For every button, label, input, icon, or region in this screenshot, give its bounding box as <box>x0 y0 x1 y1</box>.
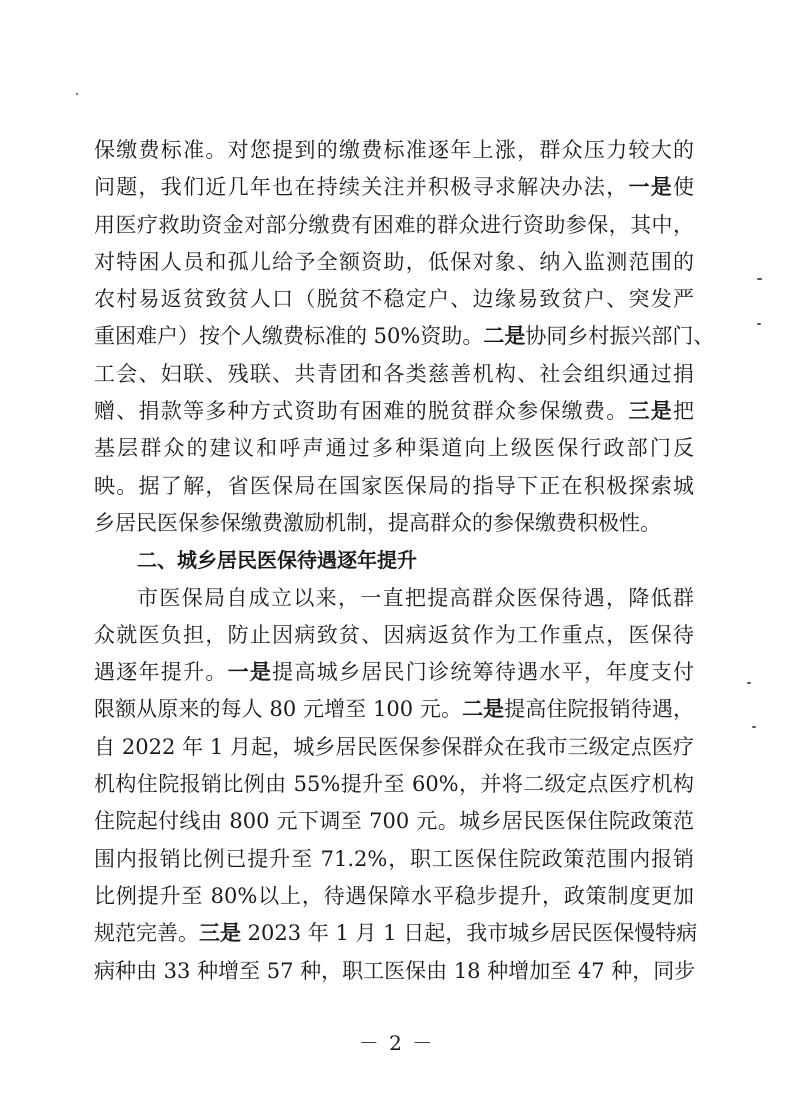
text-line <box>94 281 694 318</box>
text-segment: 限额从原来的每人 80 元增至 100 元。 <box>94 697 463 722</box>
text-line <box>94 430 694 467</box>
text-segment: 赠、捐款等多种方式资助有困难的脱贫群众参保缴费。 <box>94 399 629 424</box>
text-line <box>94 729 694 766</box>
text-segment: 映。据了解，省医保局在国家医保局的指导下正在积极探索城 <box>94 473 694 498</box>
text-segment: 重困难户）按个人缴费标准的 50%资助。 <box>94 324 484 349</box>
text-segment: 众就医负担，防止因病致贫、因病返贫作为工作重点，医保待 <box>94 622 694 647</box>
text-line <box>94 468 694 505</box>
text-segment: 围内报销比例已提升至 71.2%，职工医保住院政策范围内报销 <box>94 846 694 871</box>
text-line <box>94 169 694 206</box>
text-line <box>94 915 698 952</box>
text-segment: 比例提升至 80%以上，待遇保障水平稳步提升，政策制度更加 <box>94 883 694 908</box>
text-line <box>94 841 694 878</box>
text-line <box>94 505 694 542</box>
text-line <box>94 803 694 840</box>
text-segment: 二、城乡居民医保待遇逐年提升 <box>137 548 417 573</box>
text-segment: 提高住院报销待遇， <box>504 697 695 722</box>
text-segment: 住院起付线由 800 元下调至 700 元。城乡居民医保住院政策范 <box>94 809 694 834</box>
text-segment: 工会、妇联、残联、共青团和各类慈善机构、社会组织通过捐 <box>94 361 694 386</box>
text-line <box>94 691 694 728</box>
text-line <box>94 878 694 915</box>
page-number: － 2 － <box>358 1031 435 1055</box>
text-segment: 用医疗救助资金对部分缴费有困难的群众进行资助参保，其中， <box>94 212 694 237</box>
emphasis-label: 一是 <box>227 660 273 685</box>
text-segment: 保缴费标准。对您提到的缴费标准逐年上涨，群众压力较大的 <box>94 138 694 162</box>
text-segment: 协同乡村振兴部门、 <box>525 324 715 349</box>
text-line <box>94 953 694 990</box>
text-segment: 规范完善。 <box>94 921 199 946</box>
text-line <box>94 580 694 617</box>
text-segment: 基层群众的建议和呼声通过多种渠道向上级医保行政部门反 <box>94 436 694 461</box>
text-line <box>94 207 694 244</box>
text-segment: 市医保局自成立以来，一直把提高群众医保待遇，降低群 <box>137 585 694 610</box>
text-segment: 农村易返贫致贫人口（脱贫不稳定户、边缘易致贫户、突发严 <box>94 287 694 312</box>
text-segment: 对特困人员和孤儿给予全额资助，低保对象、纳入监测范围的 <box>94 249 694 274</box>
text-line <box>94 393 694 430</box>
text-line <box>94 617 694 654</box>
text-segment: 2023 年 1 月 1 日起，我市城乡居民医保慢特病 <box>241 921 698 946</box>
text-segment: 遇逐年提升。 <box>94 660 228 685</box>
emphasis-label: 三是 <box>199 921 241 946</box>
text-line <box>94 766 694 803</box>
text-segment: 问题，我们近几年也在持续关注并积极寻求解决办法， <box>94 175 629 200</box>
emphasis-label: 一是 <box>628 175 674 200</box>
emphasis-label: 二是 <box>483 324 526 349</box>
text-line <box>94 356 694 393</box>
scan-speck <box>757 323 761 325</box>
emphasis-label: 三是 <box>628 399 674 424</box>
text-segment: 提高城乡居民门诊统筹待遇水平，年度支付 <box>272 660 695 685</box>
scan-speck <box>747 682 751 684</box>
scan-speck <box>757 278 762 280</box>
text-segment: 把 <box>673 399 695 424</box>
emphasis-label: 二是 <box>462 697 505 722</box>
text-segment: 自 2022 年 1 月起，城乡居民医保参保群众在我市三级定点医疗 <box>94 734 694 759</box>
text-segment: 使 <box>673 175 695 200</box>
scan-speck <box>752 726 756 728</box>
text-line <box>94 654 694 691</box>
text-segment: 病种由 33 种增至 57 种，职工医保由 18 种增加至 47 种，同步 <box>94 958 696 983</box>
text-line <box>94 132 694 169</box>
text-segment: 机构住院报销比例由 55%提升至 60%，并将二级定点医疗机构 <box>94 772 694 797</box>
text-line <box>94 318 715 355</box>
text-segment: 乡居民医保参保缴费激励机制，提高群众的参保缴费积极性。 <box>94 510 661 535</box>
scan-speck <box>76 93 78 95</box>
document-body <box>94 132 715 990</box>
section-heading <box>94 542 694 579</box>
text-line <box>94 244 694 281</box>
